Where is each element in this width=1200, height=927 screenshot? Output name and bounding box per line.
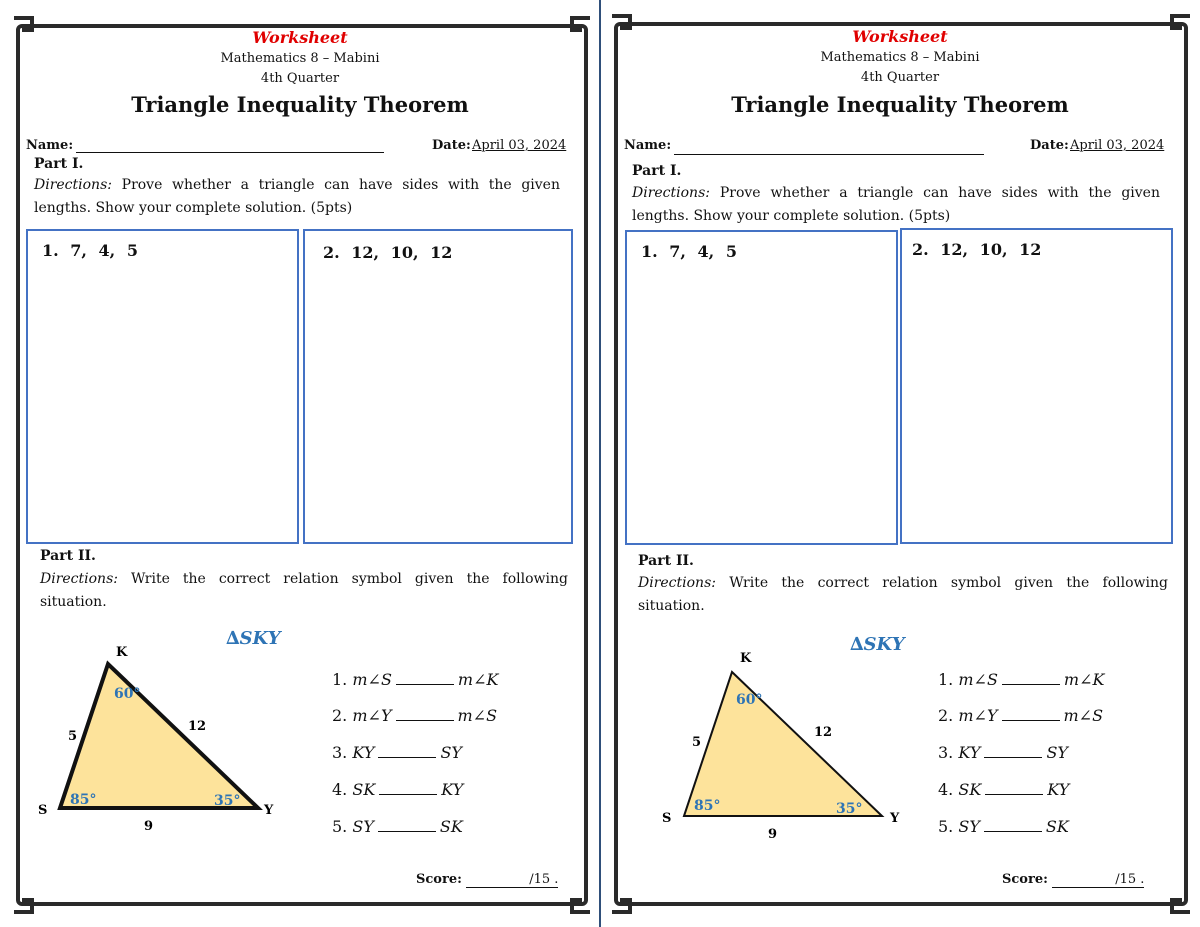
date-label: Date:: [1030, 138, 1069, 153]
question-1: [938, 670, 1104, 689]
triangle-sky-diagram: [30, 638, 300, 838]
date-value: April 03, 2024: [1070, 138, 1165, 153]
vertex-k-label: K: [740, 651, 752, 666]
part1-directions: [34, 174, 560, 220]
part1-directions: [632, 182, 1160, 228]
question-right: KY: [1047, 780, 1070, 799]
answer-box-1[interactable]: [26, 229, 299, 544]
triangle-shape: [60, 664, 258, 808]
triangle-title: ∆SKY: [226, 628, 281, 649]
question-right: m∠K: [457, 670, 499, 689]
answer-blank[interactable]: [396, 672, 454, 685]
question-2: [332, 706, 497, 725]
angle-y-label: 35°: [214, 793, 241, 809]
answer-box-1[interactable]: [625, 230, 898, 545]
triangle-title: ∆SKY: [850, 634, 905, 655]
question-number: 1.: [938, 670, 954, 689]
question-1: [332, 670, 498, 689]
answer-blank[interactable]: [984, 745, 1042, 758]
question-right: m∠S: [457, 706, 498, 725]
side-sk-label: 5: [692, 735, 702, 750]
question-left: m∠Y: [352, 706, 392, 725]
question-right: m∠K: [1063, 670, 1105, 689]
item-2-label: 2. 12, 10, 12: [912, 240, 1042, 259]
question-right: m∠S: [1063, 706, 1104, 725]
part2-title: Part II.: [40, 548, 96, 564]
item-1-label: 1. 7, 4, 5: [641, 242, 737, 261]
question-number: 3.: [332, 743, 348, 762]
angle-k-label: 60°: [114, 686, 141, 702]
vertex-k-label: K: [116, 645, 128, 660]
question-right: SY: [1046, 743, 1068, 762]
question-number: 4.: [938, 780, 954, 799]
score-label: Score:: [416, 872, 462, 887]
score-value[interactable]: /15 .: [1052, 872, 1144, 888]
side-ky-label: 12: [814, 725, 833, 740]
side-sk-label: 5: [68, 729, 78, 744]
directions-label: Directions:: [638, 575, 716, 591]
question-4: [938, 780, 1069, 799]
subject-line: Mathematics 8 – Mabini: [220, 51, 380, 66]
answer-blank[interactable]: [378, 745, 436, 758]
question-right: SK: [439, 817, 463, 836]
question-number: 3.: [938, 743, 954, 762]
page-title: Triangle Inequality Theorem: [131, 92, 469, 117]
worksheet-label: Worksheet: [852, 27, 948, 46]
name-label: Name:: [26, 138, 74, 153]
part1-title: Part I.: [34, 156, 84, 172]
answer-blank[interactable]: [1002, 708, 1060, 721]
question-5: [938, 817, 1069, 836]
answer-box-2[interactable]: [303, 229, 573, 544]
directions-label: Directions:: [40, 571, 118, 587]
answer-blank[interactable]: [1002, 672, 1060, 685]
question-number: 5.: [332, 817, 348, 836]
directions-text: Prove whether a triangle can have sides with the given lengths. Show your complete solution. (5pts): [34, 177, 560, 216]
question-left: m∠S: [958, 670, 998, 689]
triangle-shape: [684, 672, 882, 816]
question-number: 2.: [332, 706, 348, 725]
angle-s-label: 85°: [70, 792, 97, 808]
question-left: SK: [352, 780, 376, 799]
directions-text: Write the correct relation symbol given the following situation.: [40, 571, 568, 610]
side-sy-label: 9: [768, 827, 778, 842]
vertex-s-label: S: [38, 803, 48, 818]
answer-blank[interactable]: [985, 782, 1043, 795]
question-number: 2.: [938, 706, 954, 725]
date-value: April 03, 2024: [472, 138, 567, 153]
score-value[interactable]: /15 .: [466, 872, 558, 888]
question-5: [332, 817, 463, 836]
date-label: Date:: [432, 138, 471, 153]
side-sy-label: 9: [144, 819, 154, 834]
question-3: [332, 743, 462, 762]
triangle-sky-diagram: [656, 644, 926, 844]
page-title: Triangle Inequality Theorem: [731, 92, 1069, 117]
part2-directions: [40, 568, 568, 614]
answer-blank[interactable]: [378, 819, 436, 832]
angle-y-label: 35°: [836, 801, 863, 817]
question-number: 1.: [332, 670, 348, 689]
part1-title: Part I.: [632, 163, 682, 179]
subject-line: Mathematics 8 – Mabini: [820, 50, 980, 65]
question-number: 4.: [332, 780, 348, 799]
question-left: SY: [958, 817, 980, 836]
answer-box-2[interactable]: [900, 228, 1173, 544]
part2-directions: [638, 572, 1168, 618]
directions-text: Prove whether a triangle can have sides with the given lengths. Show your complete solution. (5pts): [632, 185, 1160, 224]
directions-label: Directions:: [34, 177, 112, 193]
answer-blank[interactable]: [984, 819, 1042, 832]
answer-blank[interactable]: [396, 708, 454, 721]
question-2: [938, 706, 1103, 725]
question-left: KY: [958, 743, 981, 762]
vertex-y-label: Y: [264, 803, 274, 818]
question-4: [332, 780, 463, 799]
quarter-line: 4th Quarter: [860, 70, 940, 85]
question-left: m∠S: [352, 670, 392, 689]
question-right: SY: [440, 743, 462, 762]
name-field[interactable]: [674, 140, 984, 155]
question-3: [938, 743, 1068, 762]
directions-text: Write the correct relation symbol given the following situation.: [638, 575, 1168, 614]
worksheet-copy-right: [600, 0, 1200, 927]
name-label: Name:: [624, 138, 672, 153]
score-row: [1002, 872, 1144, 888]
question-right: KY: [441, 780, 464, 799]
question-number: 5.: [938, 817, 954, 836]
name-field[interactable]: [76, 138, 384, 153]
question-left: SY: [352, 817, 374, 836]
worksheet-label: Worksheet: [252, 28, 348, 47]
question-right: SK: [1045, 817, 1069, 836]
angle-k-label: 60°: [736, 692, 763, 708]
part2-title: Part II.: [638, 553, 694, 569]
item-1-label: 1. 7, 4, 5: [42, 241, 138, 260]
angle-s-label: 85°: [694, 798, 721, 814]
question-left: m∠Y: [958, 706, 998, 725]
score-label: Score:: [1002, 872, 1048, 887]
side-ky-label: 12: [188, 719, 207, 734]
answer-blank[interactable]: [379, 782, 437, 795]
score-row: [416, 872, 558, 888]
directions-label: Directions:: [632, 185, 710, 201]
item-2-label: 2. 12, 10, 12: [323, 243, 453, 262]
question-left: SK: [958, 780, 982, 799]
question-left: KY: [352, 743, 375, 762]
vertex-s-label: S: [662, 811, 672, 826]
vertex-y-label: Y: [890, 811, 900, 826]
quarter-line: 4th Quarter: [260, 71, 340, 86]
